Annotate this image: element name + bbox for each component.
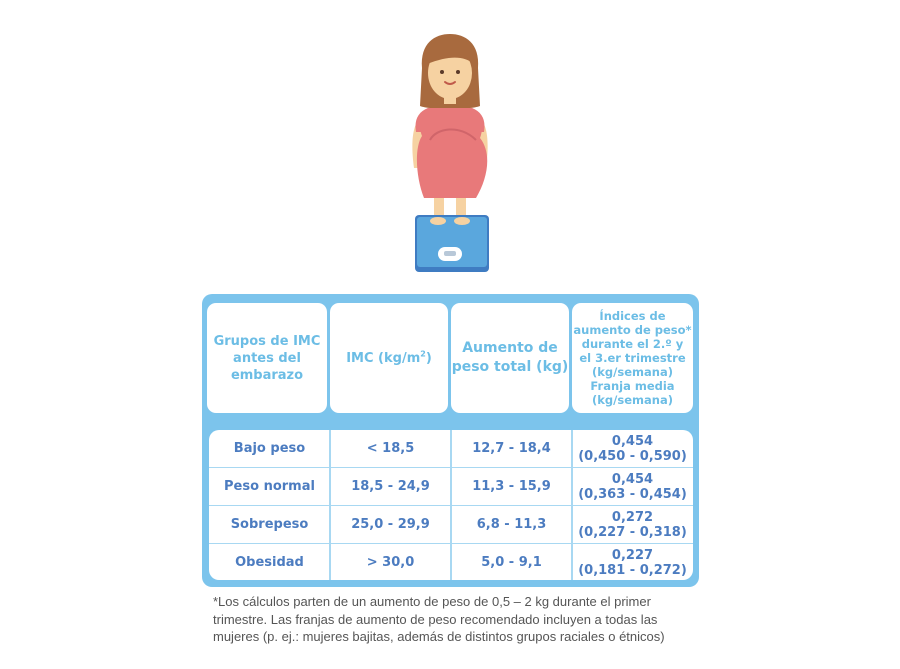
cell-bmi: 25,0 - 29,9: [351, 517, 430, 532]
cell-total: 6,8 - 11,3: [476, 517, 547, 532]
cell-rate: 0,454 (0,363 - 0,454): [578, 471, 687, 502]
pregnant-woman-on-scale-icon: [400, 28, 500, 278]
cell-group: Obesidad: [235, 555, 304, 570]
cell-total: 12,7 - 18,4: [472, 441, 551, 456]
cell-group: Bajo peso: [233, 441, 306, 456]
cell-group: Peso normal: [224, 479, 315, 494]
header-bmi: IMC $(kg/m^2)$: [330, 303, 448, 413]
table-body: [209, 430, 693, 580]
header-bmi-group: Grupos de IMC antes del embarazo: [207, 303, 327, 413]
header-total-gain: Aumento de peso total (kg): [451, 303, 569, 413]
cell-bmi: > 30,0: [366, 555, 415, 570]
cell-rate: 0,454 (0,450 - 0,590): [578, 433, 687, 464]
column-divider: [329, 430, 331, 580]
column-divider: [571, 430, 573, 580]
column-divider: [450, 430, 452, 580]
bmi-weight-gain-table: [202, 294, 699, 587]
footnote: *Los cálculos parten de un aumento de peso de 0,5 – 2 kg durante el primer trimestre. Las franjas de aumento de peso recomendado incluyen a todas las mujeres (p. ej.: mujeres bajitas, además de distintos grupos raciales o étnicos): [213, 594, 665, 644]
cell-bmi: < 18,5: [366, 441, 415, 456]
header-weekly-rate: Índices de aumento de peso* durante el 2.º y el 3.er trimestre (kg/semana) Franja media (kg/semana): [572, 303, 693, 413]
cell-rate: 0,227 (0,181 - 0,272): [578, 547, 687, 578]
cell-rate: 0,272 (0,227 - 0,318): [578, 509, 687, 540]
cell-total: 5,0 - 9,1: [481, 555, 542, 570]
cell-total: 11,3 - 15,9: [472, 479, 551, 494]
cell-bmi: 18,5 - 24,9: [351, 479, 430, 494]
cell-group: Sobrepeso: [230, 517, 309, 532]
